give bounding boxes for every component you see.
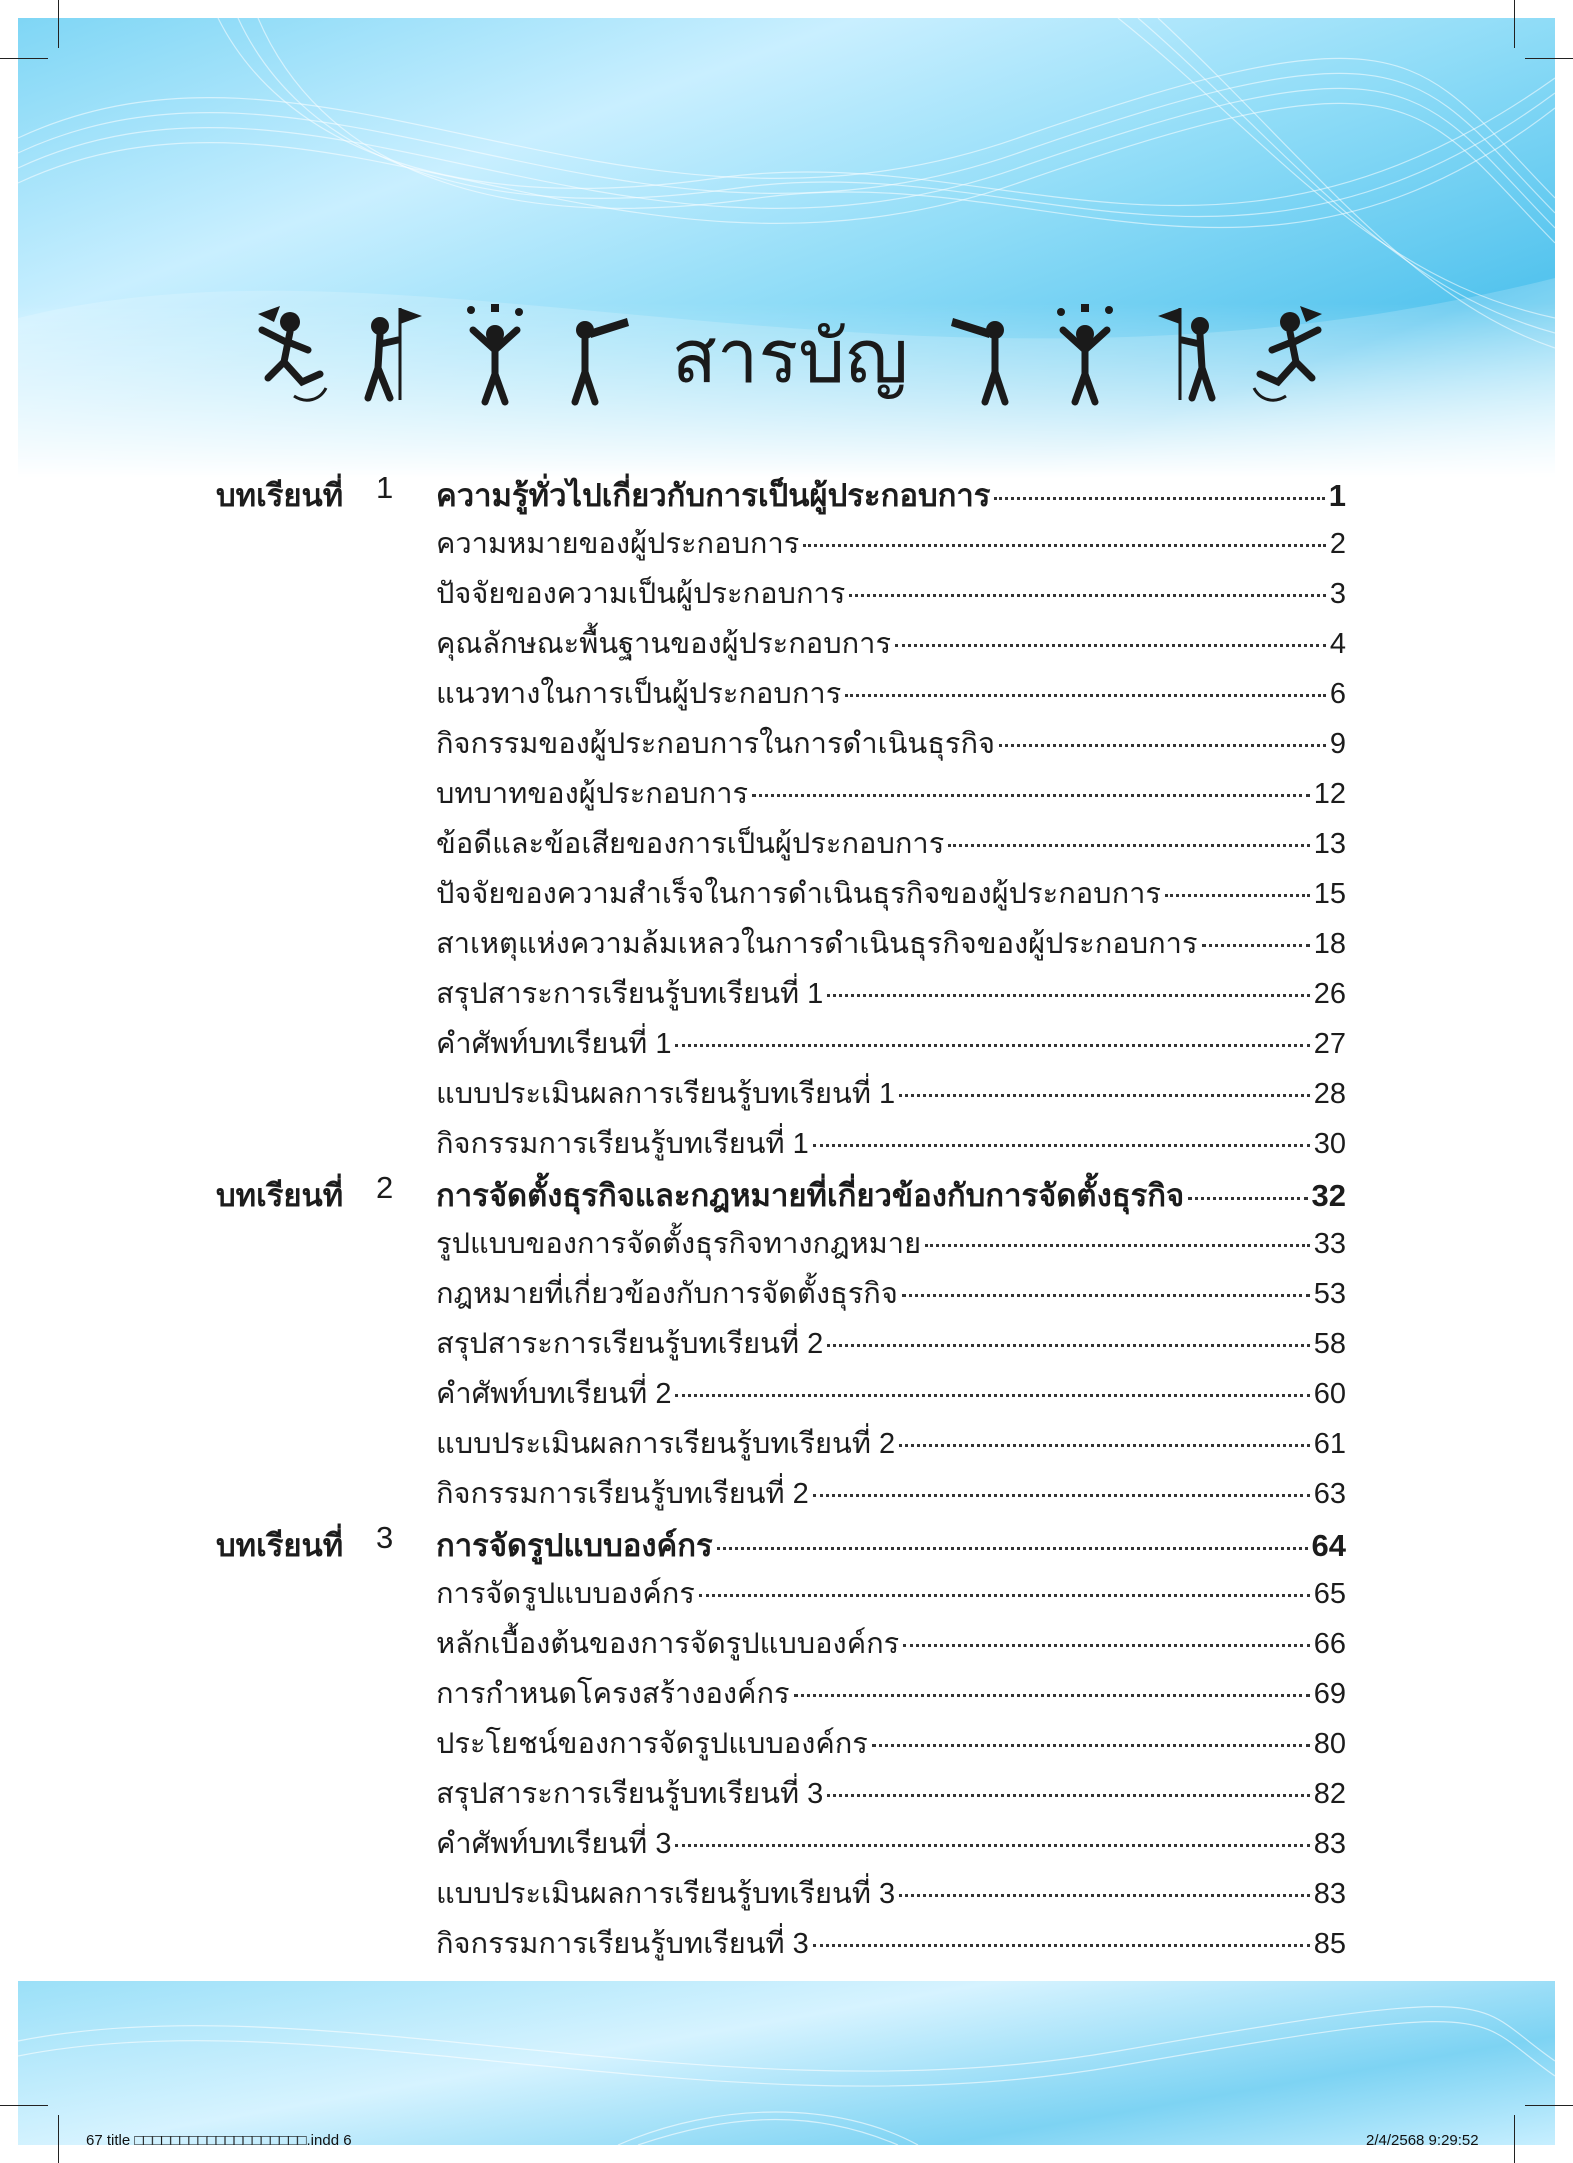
toc-page-number: 66 — [1313, 1628, 1346, 1660]
dot-leader — [899, 1094, 1310, 1097]
toc-lesson-title: การจัดรูปแบบองค์กร — [436, 1528, 713, 1563]
dot-leader — [872, 1744, 1310, 1747]
toc-entry-label: ประโยชน์ของการจัดรูปแบบองค์กร — [436, 1728, 868, 1760]
dot-leader — [827, 1344, 1309, 1347]
dot-leader — [999, 744, 1326, 747]
toc-page-number: 53 — [1313, 1278, 1346, 1310]
toc-entry-label: แนวทางในการเป็นผู้ประกอบการ — [436, 678, 842, 710]
toc-entry[interactable] — [436, 870, 1346, 916]
dot-leader — [675, 1044, 1309, 1047]
juggling-figure-icon — [455, 300, 535, 410]
toc-entry[interactable] — [436, 1920, 1346, 1966]
toc-entry[interactable] — [436, 1120, 1346, 1166]
toc-entry[interactable] — [436, 1470, 1346, 1516]
toc-page-number: 30 — [1313, 1128, 1346, 1160]
toc-page-number: 65 — [1313, 1578, 1346, 1610]
footer-background — [18, 1981, 1555, 2145]
toc-entry[interactable] — [436, 1620, 1346, 1666]
toc-entry-label: แบบประเมินผลการเรียนรู้บทเรียนที่ 1 — [436, 1078, 896, 1110]
slug-filename: 67 title □□□□□□□□□□□□□□□□□□□.indd 6 — [86, 2132, 352, 2149]
toc-entry[interactable] — [436, 1870, 1346, 1916]
slug-timestamp: 2/4/2568 9:29:52 — [1366, 2132, 1479, 2149]
juggling-figure-icon — [1045, 300, 1125, 410]
dot-leader — [813, 1494, 1310, 1497]
toc-lesson-title: ความรู้ทั่วไปเกี่ยวกับการเป็นผู้ประกอบการ — [436, 478, 991, 513]
toc-page-number: 12 — [1313, 778, 1346, 810]
lesson-prefix-label: บทเรียนที่ — [216, 1178, 344, 1213]
toc-page-number: 64 — [1311, 1528, 1346, 1563]
toc-lesson-entry[interactable] — [436, 1520, 1346, 1566]
toc-entry-label: รูปแบบของการจัดตั้งธุรกิจทางกฎหมาย — [436, 1228, 922, 1260]
toc-page-number: 32 — [1311, 1178, 1346, 1213]
toc-page-number: 63 — [1313, 1478, 1346, 1510]
toc-entry-label: คำศัพท์บทเรียนที่ 1 — [436, 1028, 672, 1060]
toc-entry-label: ปัจจัยของความสำเร็จในการดำเนินธุรกิจของผู้ประกอบการ — [436, 878, 1161, 910]
footer-wave-decoration — [18, 1981, 1555, 2145]
toc-entry[interactable] — [436, 820, 1346, 866]
toc-entry-label: ความหมายของผู้ประกอบการ — [436, 528, 800, 560]
toc-page-number: 85 — [1313, 1928, 1346, 1960]
toc-entry[interactable] — [436, 1570, 1346, 1616]
toc-entry-label: กิจกรรมการเรียนรู้บทเรียนที่ 1 — [436, 1128, 809, 1160]
toc-entry-label: ข้อดีและข้อเสียของการเป็นผู้ประกอบการ — [436, 828, 945, 860]
toc-entry-label: การจัดรูปแบบองค์กร — [436, 1578, 695, 1610]
toc-page-number: 1 — [1328, 478, 1346, 513]
toc-entry-label: คำศัพท์บทเรียนที่ 2 — [436, 1378, 672, 1410]
toc-entry-label: สรุปสาระการเรียนรู้บทเรียนที่ 2 — [436, 1328, 824, 1360]
toc-page-number: 61 — [1313, 1428, 1346, 1460]
dot-leader — [994, 497, 1324, 500]
flag-figure-icon — [1150, 300, 1230, 410]
toc-page-number: 15 — [1313, 878, 1346, 910]
crop-mark — [1514, 2115, 1515, 2163]
toc-entry[interactable] — [436, 1420, 1346, 1466]
dot-leader — [845, 694, 1326, 697]
dot-leader — [699, 1594, 1310, 1597]
crop-mark — [1514, 0, 1515, 48]
toc-entry[interactable] — [436, 570, 1346, 616]
dot-leader — [925, 1244, 1310, 1247]
lesson-prefix-label: บทเรียนที่ — [216, 1528, 344, 1563]
dot-leader — [675, 1394, 1309, 1397]
toc-entry[interactable] — [436, 1020, 1346, 1066]
crop-mark — [58, 2115, 59, 2163]
toc-entry-label: สรุปสาระการเรียนรู้บทเรียนที่ 1 — [436, 978, 824, 1010]
dot-leader — [902, 1294, 1310, 1297]
dot-leader — [752, 794, 1310, 797]
toc-entry-label: ปัจจัยของความเป็นผู้ประกอบการ — [436, 578, 846, 610]
dot-leader — [1202, 944, 1310, 947]
title-row — [0, 290, 1573, 430]
toc-page-number: 26 — [1313, 978, 1346, 1010]
crop-mark — [0, 2105, 48, 2106]
kicking-figure-icon — [250, 300, 330, 410]
dot-leader — [849, 594, 1325, 597]
toc-entry[interactable] — [436, 970, 1346, 1016]
telescope-figure-icon — [945, 300, 1025, 410]
dot-leader — [813, 1144, 1310, 1147]
toc-entry-label: สรุปสาระการเรียนรู้บทเรียนที่ 3 — [436, 1778, 824, 1810]
toc-page-number: 18 — [1313, 928, 1346, 960]
toc-entry-label: การกำหนดโครงสร้างองค์กร — [436, 1678, 790, 1710]
toc-page-number: 4 — [1329, 628, 1346, 660]
toc-entry[interactable] — [436, 1370, 1346, 1416]
dot-leader — [1165, 894, 1310, 897]
toc-entry[interactable] — [436, 770, 1346, 816]
lesson-prefix — [216, 470, 436, 516]
toc-entry-label: แบบประเมินผลการเรียนรู้บทเรียนที่ 2 — [436, 1428, 896, 1460]
toc-page-number: 80 — [1313, 1728, 1346, 1760]
crop-mark — [0, 58, 48, 59]
dot-leader — [794, 1694, 1310, 1697]
toc-page-number: 33 — [1313, 1228, 1346, 1260]
crop-mark — [1525, 2105, 1573, 2106]
lesson-number: 2 — [376, 1170, 394, 1205]
toc-page-number: 28 — [1313, 1078, 1346, 1110]
page-title: สารบัญ — [671, 314, 909, 400]
toc-page-number: 9 — [1329, 728, 1346, 760]
toc-entry-label: คำศัพท์บทเรียนที่ 3 — [436, 1828, 672, 1860]
dot-leader — [1188, 1197, 1307, 1200]
toc-page-number: 3 — [1329, 578, 1346, 610]
dot-leader — [899, 1894, 1310, 1897]
toc-lesson-entry[interactable] — [436, 470, 1346, 516]
lesson-number: 1 — [376, 470, 394, 505]
dot-leader — [899, 1444, 1310, 1447]
toc-entry-label: แบบประเมินผลการเรียนรู้บทเรียนที่ 3 — [436, 1878, 896, 1910]
toc-entry[interactable] — [436, 1820, 1346, 1866]
toc-entry[interactable] — [436, 1720, 1346, 1766]
toc-page-number: 83 — [1313, 1828, 1346, 1860]
toc-page-number: 6 — [1329, 678, 1346, 710]
toc-entry-label: บทบาทของผู้ประกอบการ — [436, 778, 749, 810]
toc-page-number: 60 — [1313, 1378, 1346, 1410]
toc-entry[interactable] — [436, 1770, 1346, 1816]
toc-entry-label: กิจกรรมการเรียนรู้บทเรียนที่ 2 — [436, 1478, 809, 1510]
toc-entry[interactable] — [436, 920, 1346, 966]
dot-leader — [813, 1944, 1310, 1947]
toc-entry[interactable] — [436, 1270, 1346, 1316]
toc-entry[interactable] — [436, 670, 1346, 716]
toc-lesson-entry[interactable] — [436, 1170, 1346, 1216]
lesson-prefix — [216, 1520, 436, 1566]
lesson-prefix-label: บทเรียนที่ — [216, 478, 344, 513]
kicking-figure-icon — [1250, 300, 1330, 410]
dot-leader — [948, 844, 1309, 847]
toc-entry-label: กฎหมายที่เกี่ยวข้องกับการจัดตั้งธุรกิจ — [436, 1278, 898, 1310]
lesson-prefix — [216, 1170, 436, 1216]
toc-entry[interactable] — [436, 520, 1346, 566]
toc-entry[interactable] — [436, 620, 1346, 666]
toc-entry-label: สาเหตุแห่งความล้มเหลวในการดำเนินธุรกิจของผู้ประกอบการ — [436, 928, 1198, 960]
toc-page-number: 69 — [1313, 1678, 1346, 1710]
dot-leader — [803, 544, 1326, 547]
crop-mark — [58, 0, 59, 48]
dot-leader — [717, 1547, 1308, 1550]
toc-entry-label: กิจกรรมของผู้ประกอบการในการดำเนินธุรกิจ — [436, 728, 996, 760]
toc-entry-label: คุณลักษณะพื้นฐานของผู้ประกอบการ — [436, 628, 892, 660]
dot-leader — [903, 1644, 1309, 1647]
toc-lesson-title: การจัดตั้งธุรกิจและกฎหมายที่เกี่ยวข้องกับการจัดตั้งธุรกิจ — [436, 1178, 1185, 1213]
dot-leader — [827, 1794, 1309, 1797]
toc-entry[interactable] — [436, 1670, 1346, 1716]
toc-entry[interactable] — [436, 720, 1346, 766]
toc-entry-label: กิจกรรมการเรียนรู้บทเรียนที่ 3 — [436, 1928, 809, 1960]
dot-leader — [675, 1844, 1309, 1847]
toc-page-number: 83 — [1313, 1878, 1346, 1910]
toc-entry[interactable] — [436, 1320, 1346, 1366]
toc-entry[interactable] — [436, 1070, 1346, 1116]
toc-page-number: 2 — [1329, 528, 1346, 560]
toc-entry-label: หลักเบื้องต้นของการจัดรูปแบบองค์กร — [436, 1628, 900, 1660]
toc-entry[interactable] — [436, 1220, 1346, 1266]
flag-figure-icon — [350, 300, 430, 410]
lesson-number: 3 — [376, 1520, 394, 1555]
toc-page-number: 82 — [1313, 1778, 1346, 1810]
crop-mark — [1525, 58, 1573, 59]
toc-page-number: 13 — [1313, 828, 1346, 860]
dot-leader — [827, 994, 1309, 997]
toc-page-number: 27 — [1313, 1028, 1346, 1060]
toc-page-number: 58 — [1313, 1328, 1346, 1360]
dot-leader — [895, 644, 1326, 647]
